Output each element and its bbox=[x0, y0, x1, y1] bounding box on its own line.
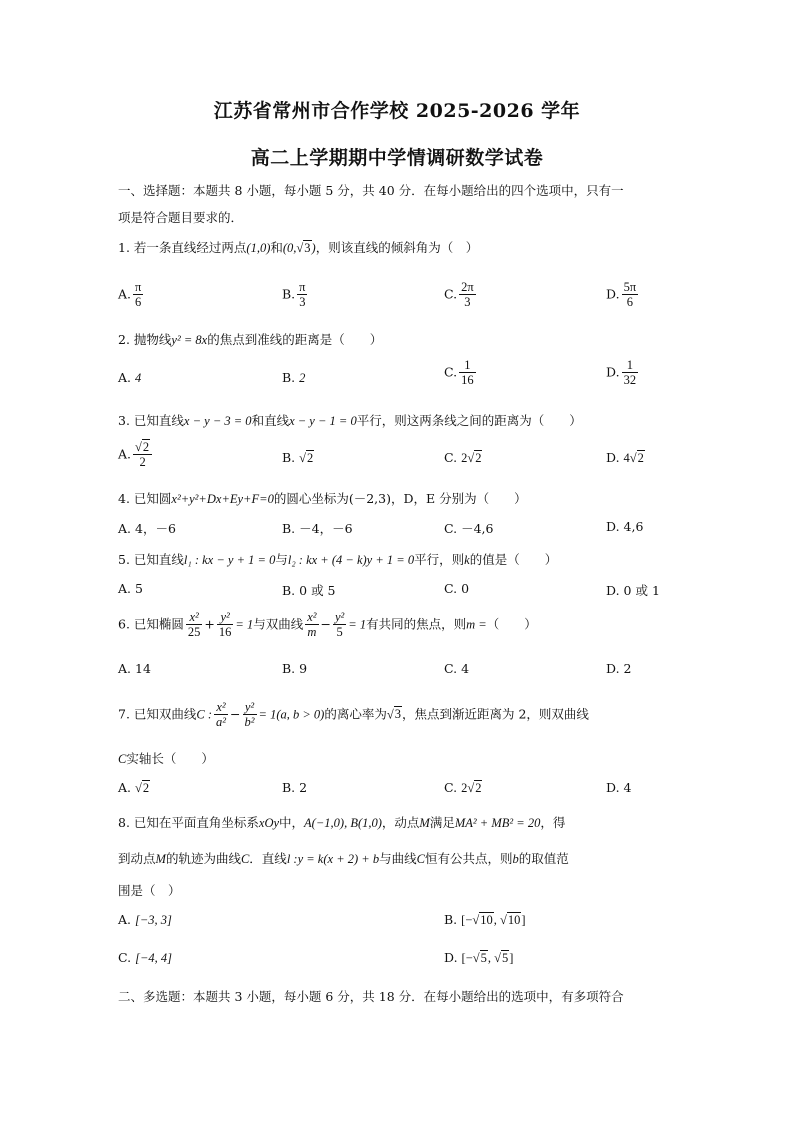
question-8-option-d[interactable]: D. [−√5, √5] bbox=[444, 950, 514, 965]
question-6-option-b[interactable]: B. 9 bbox=[282, 661, 308, 676]
question-2-stem: 2. 抛物线y² = 8x的焦点到准线的距离是（ ） bbox=[118, 332, 383, 347]
question-8-stem: 8. 已知在平面直角坐标系xOy中，A(−1,0), B(1,0)，动点M满足MA² + MB² = 20，得 bbox=[118, 815, 566, 830]
section2-instruction: 二、多选题：本题共 3 小题，每小题 6 分，共 18 分．在每小题给出的选项中，有多项符合 bbox=[118, 989, 624, 1004]
question-8-option-a[interactable]: A. [−3, 3] bbox=[118, 912, 172, 927]
question-3-stem: 3. 已知直线x − y − 3 = 0和直线x − y − 1 = 0平行，则这两条线之间的距离为（ ） bbox=[118, 413, 582, 428]
question-6-option-d[interactable]: D. 2 bbox=[606, 661, 632, 676]
question-5-option-c[interactable]: C. 0 bbox=[444, 581, 470, 596]
question-3-option-a[interactable]: A. $\frac{√2}{2}$ bbox=[118, 440, 154, 470]
question-7-stem-cont: C实轴长（ ） bbox=[118, 751, 214, 766]
question-2-option-d[interactable]: D. $\frac{1}{32}$ bbox=[606, 358, 637, 388]
question-7-option-b[interactable]: B. 2 bbox=[282, 780, 308, 795]
question-1-option-c[interactable]: C. $\frac{2\pi}{3}$ bbox=[444, 280, 474, 310]
exam-title-line1: 江苏省常州市合作学校 2025-2026 学年 bbox=[213, 100, 581, 122]
question-2-option-a[interactable]: A. 4 bbox=[118, 370, 142, 385]
question-3-option-c[interactable]: C. 2√2 bbox=[444, 450, 482, 465]
question-6-option-c[interactable]: C. 4 bbox=[444, 661, 470, 676]
question-7-option-c[interactable]: C. 2√2 bbox=[444, 780, 482, 795]
question-7-option-d[interactable]: D. 4 bbox=[606, 780, 632, 795]
question-4-option-c[interactable]: C. －4,6 bbox=[444, 521, 494, 536]
question-4-option-b[interactable]: B. －4，－6 bbox=[282, 521, 353, 536]
section1-instruction-cont: 项是符合题目要求的． bbox=[118, 210, 244, 225]
question-2-option-c[interactable]: C. $\frac{1}{16}$ bbox=[444, 358, 474, 388]
question-7-option-a[interactable]: A. √2 bbox=[118, 780, 150, 795]
question-7-stem: 7. 已知双曲线C : $\frac{\text{x²}}{\text{a²}}$ − $\frac{\text{y²}}{\text{b²}}$ = 1(a, b > 0)的离心率为√3，焦点到渐近距离为 2，则双曲线 bbox=[118, 700, 589, 730]
section1-instruction: 一、选择题：本题共 8 小题，每小题 5 分，共 40 分．在每小题给出的四个选项中，只有一 bbox=[118, 183, 624, 198]
question-1-stem: 1. 若一条直线经过两点(1,0)和(0,√3)，则该直线的倾斜角为（ ） bbox=[118, 240, 479, 255]
question-5-option-d[interactable]: D. 0 或 1 bbox=[606, 583, 660, 598]
exam-title-line2: 高二上学期期中学情调研数学试卷 bbox=[250, 147, 544, 169]
question-1-option-b[interactable]: B. $\frac{\pi}{3}$ bbox=[282, 280, 306, 310]
question-1-option-d[interactable]: D. $\frac{5\pi}{6}$ bbox=[606, 280, 637, 310]
question-1-option-a[interactable]: A. $\frac{\pi}{6}$ bbox=[118, 280, 142, 310]
question-6-option-a[interactable]: A. 14 bbox=[118, 661, 151, 676]
question-8-option-b[interactable]: B. [−√10, √10] bbox=[444, 912, 526, 927]
question-3-option-d[interactable]: D. 4√2 bbox=[606, 450, 644, 465]
question-5-option-a[interactable]: A. 5 bbox=[118, 581, 143, 596]
question-8-stem-line3: 围是（ ） bbox=[118, 883, 181, 898]
question-4-option-d[interactable]: D. 4,6 bbox=[606, 519, 644, 534]
question-4-stem: 4. 已知圆x²+y²+Dx+Ey+F=0的圆心坐标为(－2,3)，D，E 分别为（ ） bbox=[118, 491, 527, 506]
question-8-option-c[interactable]: C. [−4, 4] bbox=[118, 950, 172, 965]
question-2-option-b[interactable]: B. 2 bbox=[282, 370, 306, 385]
question-3-option-b[interactable]: B. √2 bbox=[282, 450, 314, 465]
question-8-stem-line2: 到动点M的轨迹为曲线C．直线l :y = k(x + 2) + b与曲线C恒有公共点，则b的取值范 bbox=[118, 851, 569, 866]
question-5-stem: 5. 已知直线l₁ : kx − y + 1 = 0与l₂ : kx + (4 − k)y + 1 = 0平行，则k的值是（ ） bbox=[118, 552, 558, 567]
question-4-option-a[interactable]: A. 4，－6 bbox=[118, 521, 176, 536]
question-6-stem: 6. 已知椭圆 $\frac{\text{x²}}{25}$ + $\frac{\text{y²}}{16}$ = 1与双曲线 $\frac{\text{x²}}{m}$ − $\frac{\text{y²}}{5}$ = 1有共同的焦点，则m =（ ） bbox=[118, 610, 537, 640]
question-5-option-b[interactable]: B. 0 或 5 bbox=[282, 583, 336, 598]
